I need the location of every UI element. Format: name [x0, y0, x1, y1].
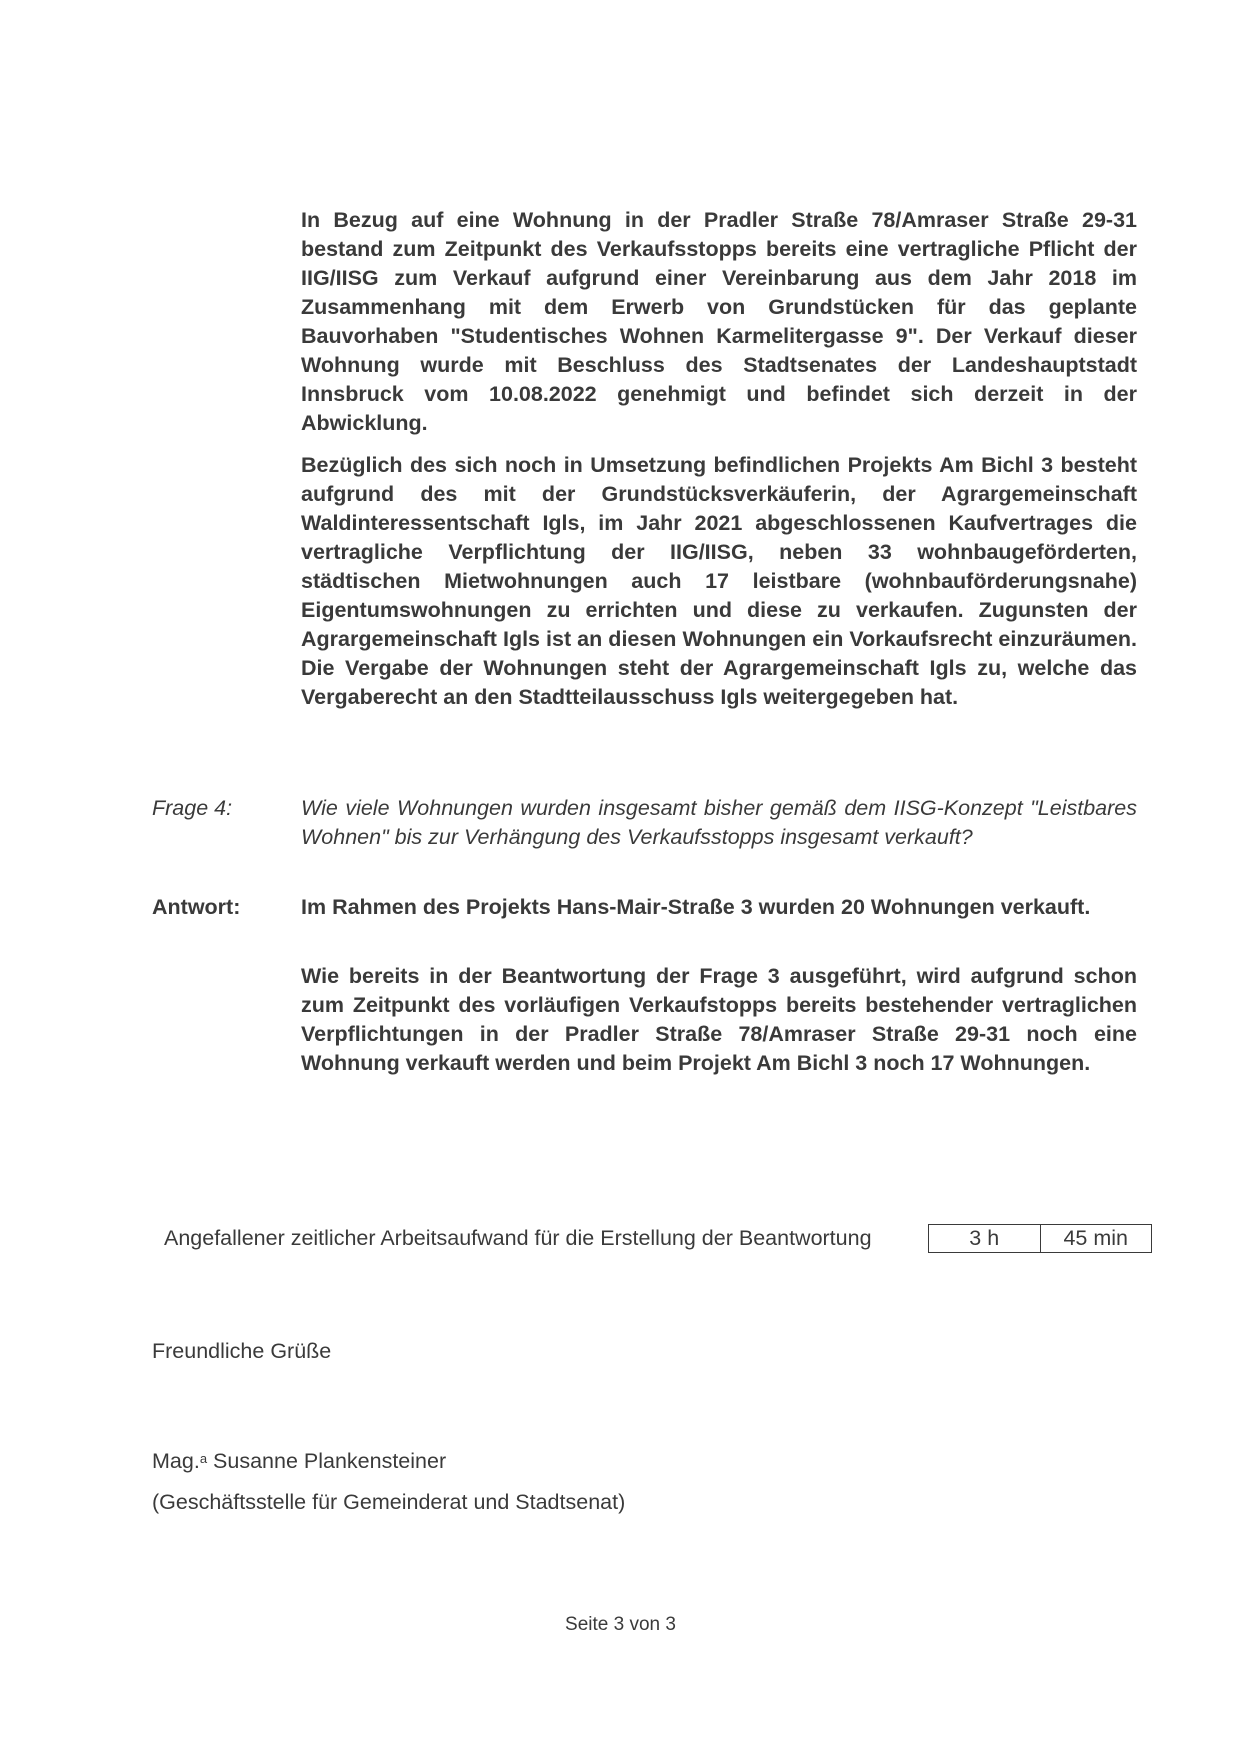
answer-text-2: Wie bereits in der Beantwortung der Frage 3 ausgeführt, wird aufgrund schon zum Zeitpunkt des vorläufigen Verkaufstopps bereits bestehender vertraglichen Verpflichtungen in der Pradler Straße 78/Amraser Straße 29-31 noch eine Wohnung verkauft werden und beim Projekt Am Bichl 3 noch 17 Wohnungen. — [301, 964, 1137, 1075]
effort-label: Angefallener zeitlicher Arbeitsaufwand für die Erstellung der Beantwortung — [164, 1226, 872, 1250]
academic-title: Mag. — [152, 1449, 200, 1473]
office-name: (Geschäftsstelle für Gemeinderat und Stadtsenat) — [152, 1490, 626, 1514]
page-number: Seite 3 von 3 — [565, 1614, 676, 1635]
signatory-name: Susanne Plankensteiner — [213, 1449, 447, 1473]
question-text: Wie viele Wohnungen wurden insgesamt bisher gemäß dem IISG-Konzept "Leistbares Wohnen" bis zur Verhängung des Verkaufsstopps insgesamt verkauft? — [301, 796, 1137, 849]
effort-hours: 3 h — [969, 1226, 1000, 1250]
academic-title-superscript: a — [199, 1451, 208, 1466]
effort-minutes: 45 min — [1040, 1225, 1152, 1252]
paragraph-am-bichl: Bezüglich des sich noch in Umsetzung befindlichen Projekts Am Bichl 3 besteht aufgrund des mit der Grundstücksverkäuferin, der Agrargemeinschaft Waldinteressentschaft Igls, im Jahr 2021 abgeschlossenen Kaufvertrages die vertragliche Verpflichtung der IIG/IISG, neben 33 wohnbaugeförderten, städtischen Mietwohnungen auch 17 leistbare (wohnbauförderungsnahe) Eigentumswohnungen zu errichten und diese zu verkaufen. Zugunsten der Agrargemeinschaft Igls ist an diesen Wohnungen ein Vorkaufsrecht einzuräumen. Die Vergabe der Wohnungen steht der Agrargemeinschaft Igls zu, welche das Vergaberecht an den Stadtteilausschuss Igls weitergegeben hat. — [301, 453, 1137, 709]
paragraph-pradler-strasse: In Bezug auf eine Wohnung in der Pradler Straße 78/Amraser Straße 29-31 bestand zum Zeitpunkt des Verkaufsstopps bereits eine vertragliche Pflicht der IIG/IISG zum Verkauf aufgrund einer Vereinbarung aus dem Jahr 2018 im Zusammenhang mit dem Erwerb von Grundstücken für das geplante Bauvorhaben "Studentisches Wohnen Karmelitergasse 9". Der Verkauf dieser Wohnung wurde mit Beschluss des Stadtsenates der Landeshauptstadt Innsbruck vom 10.08.2022 genehmigt und befindet sich derzeit in der Abwicklung. — [301, 208, 1137, 435]
question-label: Frage 4: — [152, 796, 233, 820]
greeting: Freundliche Grüße — [152, 1339, 332, 1363]
answer-text-1: Im Rahmen des Projekts Hans-Mair-Straße 3 wurden 20 Wohnungen verkauft. — [301, 895, 1091, 919]
signatory — [152, 1447, 446, 1476]
effort-table — [928, 1224, 1152, 1253]
answer-label: Antwort: — [152, 895, 241, 919]
